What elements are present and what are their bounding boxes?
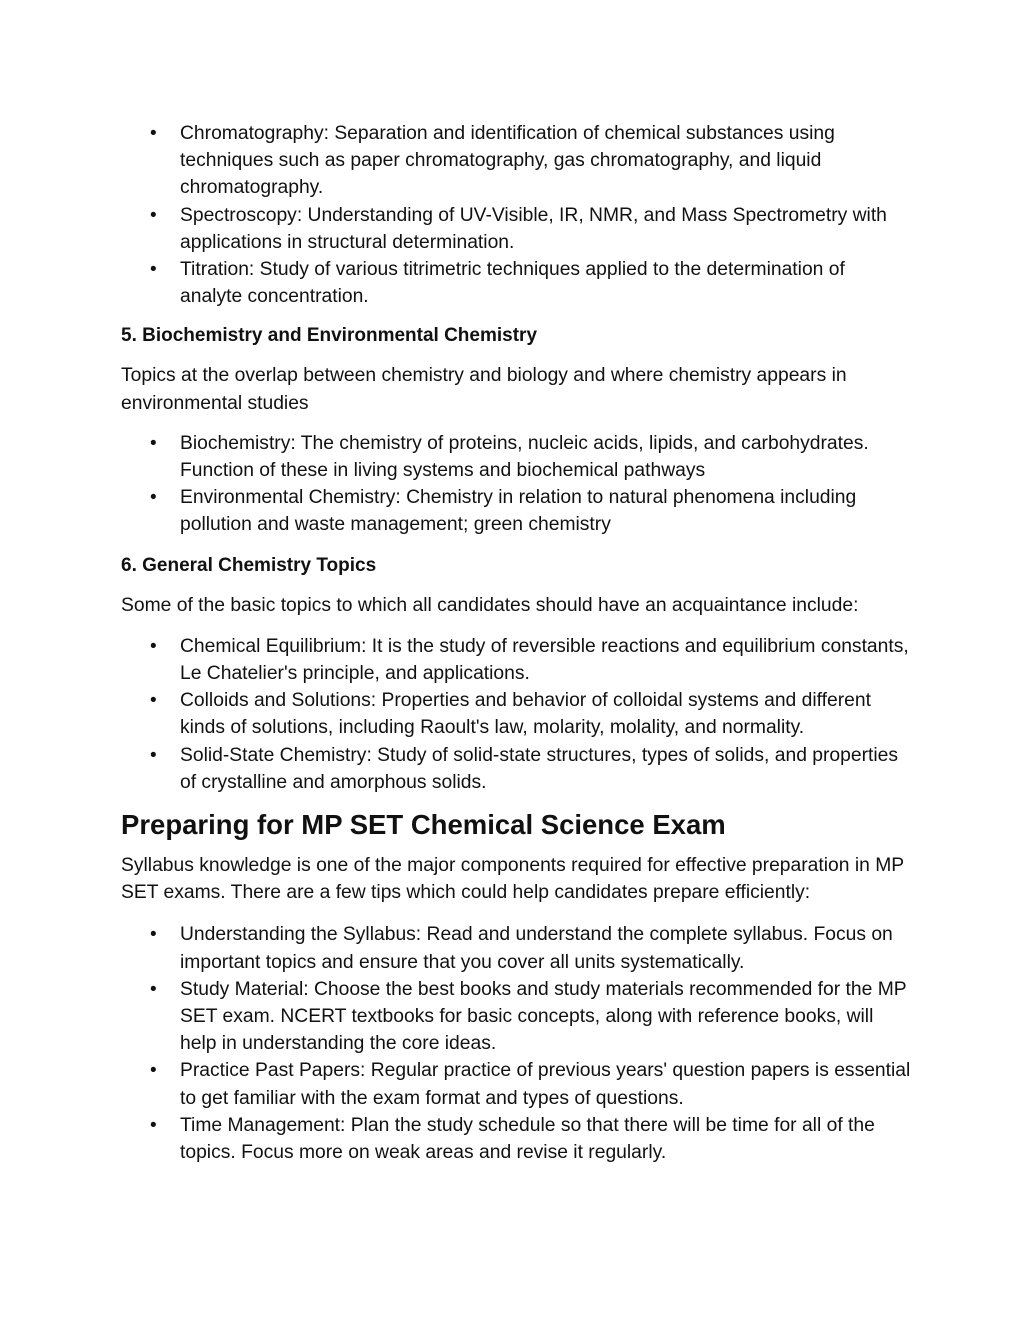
list-item: • Colloids and Solutions: Properties and behavior of colloidal systems and different kinds of solutions, including Raoult's law, molarity, molality, and normality. xyxy=(121,687,911,741)
section-heading-general-chemistry: 6. General Chemistry Topics xyxy=(121,554,377,576)
list-item: • Practice Past Papers: Regular practice of previous years' question papers is essential to get familiar with the exam format and types of questions. xyxy=(121,1057,911,1111)
page-heading-preparing: Preparing for MP SET Chemical Science Exam xyxy=(121,809,726,841)
preparation-tips-list xyxy=(121,921,911,1166)
document-page xyxy=(121,120,911,1166)
list-item: • Time Management: Plan the study schedule so that there will be time for all of the topics. Focus more on weak areas and revise it regularly. xyxy=(121,1112,911,1166)
biochemistry-list xyxy=(121,430,911,539)
list-item: • Biochemistry: The chemistry of proteins, nucleic acids, lipids, and carbohydrates. Function of these in living systems and biochemical pathways xyxy=(121,430,911,484)
section-intro-preparing: Syllabus knowledge is one of the major components required for effective preparation in MP SET exams. There are a few tips which could help candidates prepare efficiently: xyxy=(121,855,904,904)
section-intro-biochemistry: Topics at the overlap between chemistry and biology and where chemistry appears in environmental studies xyxy=(121,365,847,414)
list-item: • Study Material: Choose the best books and study materials recommended for the MP SET exam. NCERT textbooks for basic concepts, along with reference books, will help in understanding the core ideas. xyxy=(121,976,911,1058)
analytical-techniques-list xyxy=(121,120,911,310)
list-item: • Titration: Study of various titrimetric techniques applied to the determination of analyte concentration. xyxy=(121,256,911,310)
section-heading-biochemistry: 5. Biochemistry and Environmental Chemistry xyxy=(121,325,538,347)
list-item: • Spectroscopy: Understanding of UV-Visible, IR, NMR, and Mass Spectrometry with applications in structural determination. xyxy=(121,202,911,256)
list-item: • Environmental Chemistry: Chemistry in relation to natural phenomena including pollution and waste management; green chemistry xyxy=(121,484,911,538)
section-intro-general-chemistry: Some of the basic topics to which all candidates should have an acquaintance include: xyxy=(121,594,859,616)
list-item: • Solid-State Chemistry: Study of solid-state structures, types of solids, and properties of crystalline and amorphous solids. xyxy=(121,742,911,796)
list-item: • Understanding the Syllabus: Read and understand the complete syllabus. Focus on important topics and ensure that you cover all units systematically. xyxy=(121,921,911,975)
general-chemistry-list xyxy=(121,633,911,796)
list-item: • Chromatography: Separation and identification of chemical substances using techniques such as paper chromatography, gas chromatography, and liquid chromatography. xyxy=(121,120,911,202)
list-item: • Chemical Equilibrium: It is the study of reversible reactions and equilibrium constants, Le Chatelier's principle, and applications. xyxy=(121,633,911,687)
